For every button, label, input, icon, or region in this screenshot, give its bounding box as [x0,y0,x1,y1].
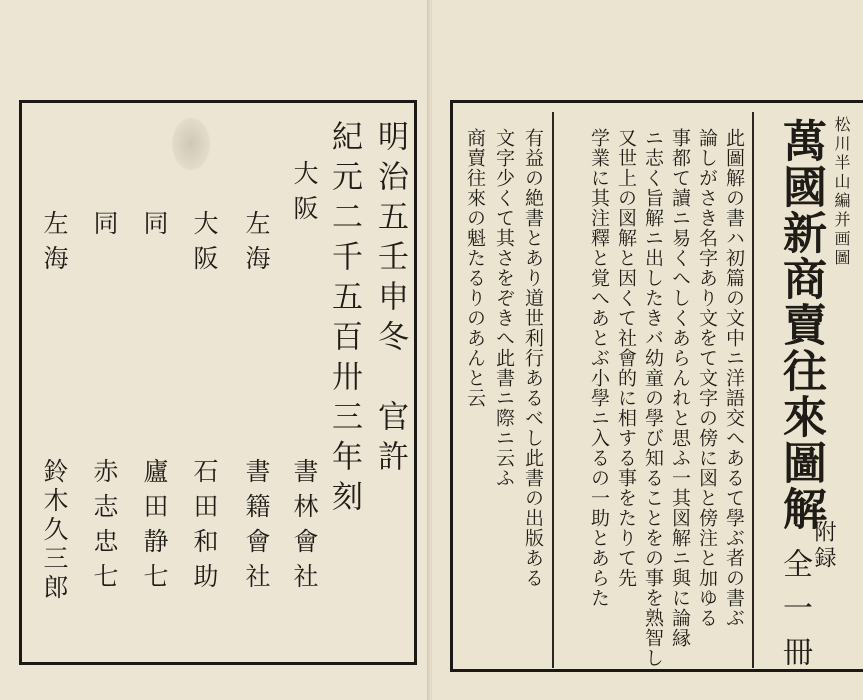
paper-stain [172,118,210,170]
preface-line: 有益の絶書とあり道世利行あるべし此書の出版ある [522,128,544,588]
publisher-name: 廬田静七 [140,458,169,598]
preface-line: 此圖解の書ハ初篇の文中ニ洋語交へあるて學ぶ者の書ぶ [723,128,745,628]
publisher-city: 左海 [40,210,69,280]
appendix-label: 附録 [811,520,836,572]
preface-line: 又世上の図解と因くて社會的に相する事をたりて先 [615,128,637,588]
colophon-approval: 明治五壬申冬 官許 [372,120,408,480]
publisher-name: 書林會社 [290,458,319,598]
author-line: 松川半山編并画圖 [832,116,851,268]
publisher-name: 赤志忠七 [90,458,119,598]
volume-count: 全一冊 [777,548,812,680]
right-page [432,0,863,700]
column-rule [752,112,754,668]
book-title: 萬國新商賣往來圖解 [775,118,826,532]
publisher-city: 大阪 [290,160,319,230]
preface-line: 学業に其注釋と覚へあとぶ小學ニ入るの一助とあらた [588,128,610,608]
preface-line: ニ志く旨解ニ出したきバ幼童の學び知ることをの事を熟智し [642,128,664,668]
publisher-name: 書籍會社 [242,458,271,598]
preface-line: 事都て讀ニ易くへしくあらんれと思ふ一其図解ニ與に論縁 [669,128,691,648]
publisher-name: 鈴木久三郎 [40,458,69,603]
preface-line: 論しがさき名字あり文をて文字の傍に図と傍注と加ゆる [696,128,718,628]
preface-line: 文字少くて其さをぞきへ此書ニ際ニ云ふ [493,128,515,488]
column-rule [552,112,554,668]
publisher-city: 同 [90,210,119,245]
publisher-name: 石田和助 [190,458,219,598]
publisher-city: 左海 [242,210,271,280]
colophon-date: 紀元二千五百卅三年刻 [326,120,362,520]
publisher-city: 同 [140,210,169,245]
preface-line: 商賣往來の魁たるりのあんと云 [464,128,486,408]
publisher-city: 大阪 [190,210,219,280]
